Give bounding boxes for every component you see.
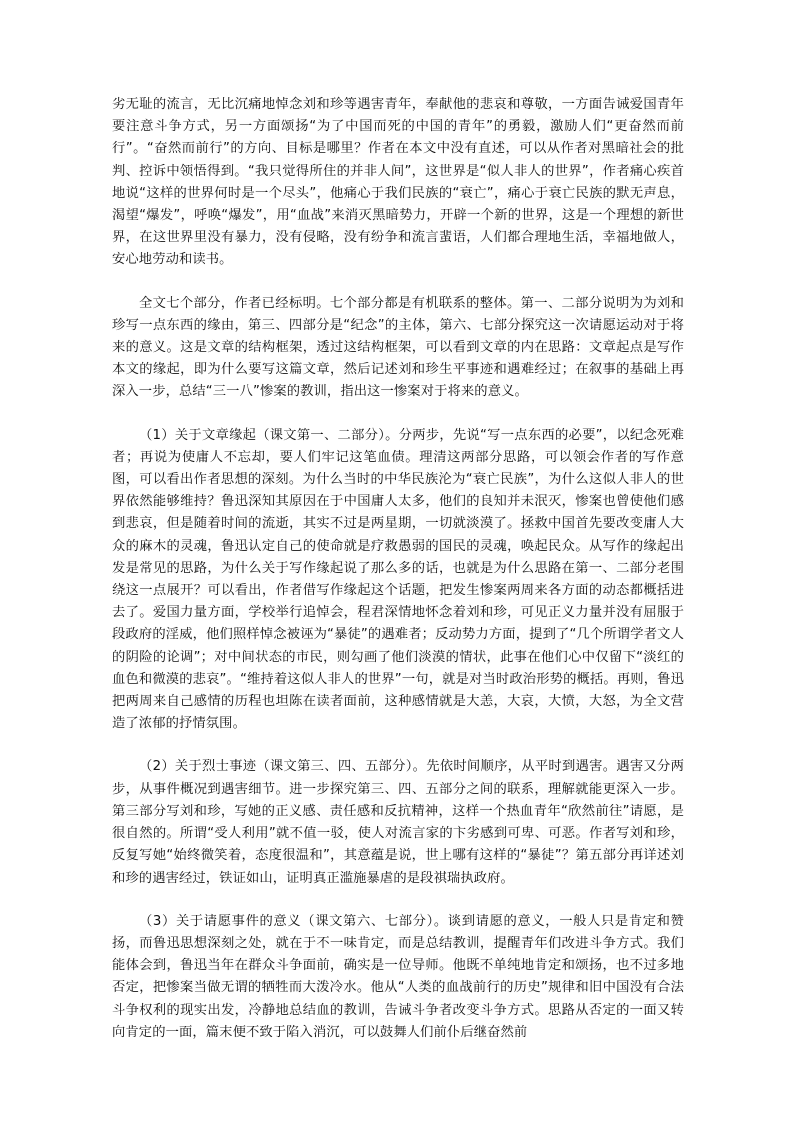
paragraph-section-3-petition-meaning: （3）关于请愿事件的意义（课文第六、七部分）。谈到请愿的意义，一般人只是肯定和赞扬，而鲁迅思想深刻之处，就在于不一味肯定，而是总结教训，提醒青年们改进斗争方式。我们能体会到，鲁迅当年在群众斗争面前，确实是一位导师。他既不单纯地肯定和颂扬，也不过多地否定，把惨案当做无谓的牺牲而大泼冷水。他从“人类的血战前行的历史”规律和旧中国没有合法斗争权利的现实出发，冷静地总结血的教训，告诫斗争者改变斗争方式。思路从否定的一面又转向肯定的一面，篇末便不致于陷入消沉，可以鼓舞人们前仆后继奋然前 <box>112 913 684 1040</box>
paragraph-section-2-martyr-deeds: （2）关于烈士事迹（课文第三、四、五部分）。先依时间顺序，从平时到遇害。遇害又分两步，从事件概况到遇害细节。进一步探究第三、四、五部分之间的联系，理解就能更深入一步。第三部分写刘和珍，写她的正义感、责任感和反抗精神，这样一个热血青年“欣然前往”请愿，是很自然的。所谓“受人利用”就不值一驳，使人对流言家的卞劣感到可卑、可恶。作者写刘和珍，反复写她“始终微笑着，态度很温和”，其意蕴是说，世上哪有这样的“暴徒”？第五部分再详述刘和珍的遇害经过，铁证如山，证明真正滥施暴虐的是段祺瑞执政府。 <box>112 759 684 886</box>
paragraph-intro-continued: 劣无耻的流言，无比沉痛地悼念刘和珍等遇害青年，奉献他的悲哀和尊敬，一方面告诫爱国青年要注意斗争方式，另一方面颂扬“为了中国而死的中国的青年”的勇毅，激励人们“更奋然而前行”。“奋然而前行”的方向、目标是哪里？作者在本文中没有直述，可以从作者对黑暗社会的批判、控诉中领悟得到。“我只觉得所住的并非人间”，这世界是“似人非人的世界”，作者痛心疾首地说“这样的世界何时是一个尽头”，他痛心于我们民族的“衰亡”，痛心于衰亡民族的默无声息，渴望“爆发”，呼唤“爆发”，用“血战”来消灭黑暗势力，开辟一个新的世界，这是一个理想的新世界，在这世界里没有暴力，没有侵略，没有纷争和流言蜚语，人们都合理地生活，幸福地做人，安心地劳动和读书。 <box>112 97 684 268</box>
document-page <box>112 94 684 1044</box>
paragraph-section-1-origin: （1）关于文章缘起（课文第一、二部分）。分两步，先说“写一点东西的必要”，以纪念死难者；再说为使庸人不忘却，要人们牢记这笔血债。理清这两部分思路，可以领会作者的写作意图，可以看出作者思想的深刻。为什么当时的中华民族沦为“衰亡民族”，为什么这似人非人的世界依然能够维持？鲁迅深知其原因在于中国庸人太多，他们的良知并未泯灭，惨案也曾使他们感到悲哀，但是随着时间的流逝，其实不过是两星期，一切就淡漠了。拯救中国首先要改变庸人大众的麻木的灵魂，鲁迅认定自己的使命就是疗救愚弱的国民的灵魂，唤起民众。从写作的缘起出发是常见的思路，为什么关于写作缘起说了那么多的话，也就是为什么思路在第一、二部分老围绕这一点展开？可以看出，作者借写作缘起这个话题，把发生惨案两周来各方面的动态都概括进去了。爱国力量方面，学校举行追悼会，程君深情地怀念着刘和珍，可见正义力量并没有屈服于段政府的淫威，他们照样悼念被诬为“暴徒”的遇难者；反动势力方面，提到了“几个所谓学者文人的阴险的论调”；对中间状态的市民，则勾画了他们淡漠的情状，此事在他们心中仅留下“淡红的血色和微漠的悲哀”。“维持着这似人非人的世界”一句，就是对当时政治形势的概括。再则，鲁迅把两周来自己感情的历程也坦陈在读者面前，这种感情就是大恙，大哀，大愤，大怒，为全文营造了浓郁的抒情氛围。 <box>112 427 684 732</box>
paragraph-structure-overview: 全文七个部分，作者已经标明。七个部分都是有机联系的整体。第一、二部分说明为为刘和珍写一点东西的缘由，第三、四部分是“纪念”的主体，第六、七部分探究这一次请愿运动对于将来的意义。这是文章的结构框架，透过这结构框架，可以看到文章的内在思路：文章起点是写作本文的缘起，即为什么要写这篇文章，然后记述刘和珍生平事迹和遇难经过；在叙事的基础上再深入一步，总结“三一八”惨案的教训，指出这一惨案对于将来的意义。 <box>112 295 684 400</box>
